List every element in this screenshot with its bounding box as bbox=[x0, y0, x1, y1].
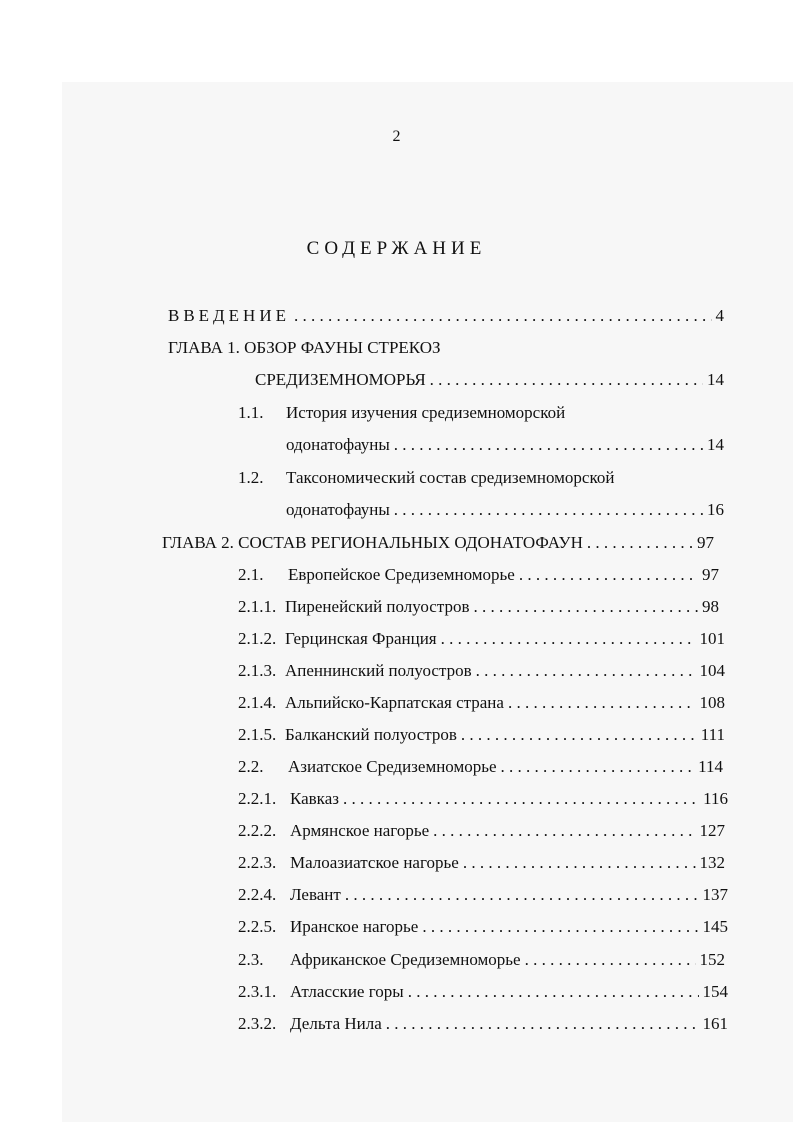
page-number: 2 bbox=[392, 128, 401, 145]
toc-section-1-1-cont bbox=[286, 433, 724, 457]
toc-entry-text: СРЕДИЗЕМНОМОРЬЯ bbox=[255, 370, 426, 389]
toc-entry-number: 2.1.1. bbox=[238, 597, 277, 616]
toc-entry-text: Африканское Средиземноморье bbox=[290, 950, 521, 969]
toc-section-1-2-cont bbox=[286, 498, 724, 522]
toc-entry-text: ГЛАВА 2. СОСТАВ РЕГИОНАЛЬНЫХ ОДОНАТОФАУН bbox=[162, 533, 583, 552]
toc-entry-text: Кавказ bbox=[290, 789, 339, 808]
toc-entry-text: Европейское Средиземноморье bbox=[288, 565, 515, 584]
toc-entry-page: 116 bbox=[703, 789, 728, 808]
toc-entry-intro bbox=[168, 304, 724, 328]
toc-entry-page: 104 bbox=[699, 661, 725, 680]
toc-chapter1-title-cont bbox=[255, 368, 724, 392]
toc-entry-number: 1.1. bbox=[238, 403, 264, 422]
toc-entry-text: История изучения средиземноморской bbox=[286, 403, 566, 422]
toc-entry bbox=[238, 691, 725, 715]
dot-leader bbox=[473, 595, 698, 619]
toc-entry-text: Азиатское Средиземноморье bbox=[288, 757, 497, 776]
toc-entry-text: одонатофауны bbox=[286, 500, 390, 519]
toc-entry-page: 97 bbox=[702, 565, 719, 584]
toc-entry-number: 2.2.5. bbox=[238, 917, 277, 936]
dot-leader bbox=[587, 531, 693, 555]
toc-entry-page: 108 bbox=[699, 693, 725, 712]
toc-entry-text: Левант bbox=[290, 885, 341, 904]
toc-section-1-2 bbox=[238, 466, 724, 490]
toc-entry-text: Апеннинский полуостров bbox=[285, 661, 472, 680]
toc-entry-page: 111 bbox=[700, 725, 725, 744]
toc-entry-page: 4 bbox=[715, 306, 724, 325]
toc-entry bbox=[238, 659, 725, 683]
dot-leader bbox=[430, 368, 703, 392]
toc-entry bbox=[238, 627, 725, 651]
toc-entry-text: Таксономический состав средиземноморской bbox=[286, 468, 615, 487]
toc-entry-text: ВВЕДЕНИЕ bbox=[168, 306, 290, 325]
toc-entry bbox=[238, 980, 728, 1004]
toc-entry-page: 114 bbox=[698, 757, 723, 776]
dot-leader bbox=[525, 948, 696, 972]
toc-title: СОДЕРЖАНИЕ bbox=[306, 238, 487, 259]
toc-chapter1-title bbox=[168, 336, 724, 360]
toc-entry-page: 137 bbox=[702, 885, 728, 904]
toc-entry-text: Иранское нагорье bbox=[290, 917, 419, 936]
toc-entry-number: 1.2. bbox=[238, 468, 264, 487]
dot-leader bbox=[508, 691, 696, 715]
toc-entry-page: 101 bbox=[699, 629, 725, 648]
toc-entry bbox=[238, 851, 725, 875]
dot-leader bbox=[441, 627, 696, 651]
toc-entry-text: Пиренейский полуостров bbox=[285, 597, 470, 616]
toc-entry-page: 127 bbox=[699, 821, 725, 840]
dot-leader bbox=[501, 755, 695, 779]
toc-entry-text: Герцинская Франция bbox=[285, 629, 437, 648]
dot-leader bbox=[343, 787, 699, 811]
toc-entry-number: 2.1.4. bbox=[238, 693, 277, 712]
toc-entry-text: Атласские горы bbox=[290, 982, 404, 1001]
toc-chapter2-title bbox=[162, 531, 714, 555]
toc-entry-page: 97 bbox=[697, 533, 714, 552]
toc-entry-page: 161 bbox=[702, 1014, 728, 1033]
dot-leader bbox=[394, 433, 703, 457]
toc-entry bbox=[238, 787, 728, 811]
dot-leader bbox=[345, 883, 699, 907]
toc-entry bbox=[238, 595, 719, 619]
toc-entry bbox=[238, 948, 725, 972]
toc-entry-text: одонатофауны bbox=[286, 435, 390, 454]
toc-entry-number: 2.2.1. bbox=[238, 789, 277, 808]
dot-leader bbox=[433, 819, 695, 843]
toc-entry-page: 152 bbox=[699, 950, 725, 969]
toc-entry-number: 2.3.2. bbox=[238, 1014, 277, 1033]
dot-leader bbox=[519, 563, 698, 587]
toc-entry-number: 2.1. bbox=[238, 565, 264, 584]
toc-entry bbox=[238, 819, 725, 843]
toc-entry-text: Дельта Нила bbox=[290, 1014, 382, 1033]
toc-entry-number: 2.2.3. bbox=[238, 853, 277, 872]
dot-leader bbox=[386, 1012, 699, 1036]
toc-entry-page: 132 bbox=[699, 853, 725, 872]
toc-entry-number: 2.3. bbox=[238, 950, 264, 969]
toc-entry bbox=[238, 723, 725, 747]
dot-leader bbox=[294, 304, 712, 328]
toc-entry-number: 2.1.3. bbox=[238, 661, 277, 680]
dot-leader bbox=[461, 723, 697, 747]
toc-entry-text: ГЛАВА 1. ОБЗОР ФАУНЫ СТРЕКОЗ bbox=[168, 338, 441, 357]
toc-entry-page: 98 bbox=[702, 597, 719, 616]
toc-entry-number: 2.3.1. bbox=[238, 982, 277, 1001]
toc-entry-page: 16 bbox=[707, 500, 724, 519]
toc-entry-text: Армянское нагорье bbox=[290, 821, 430, 840]
dot-leader bbox=[422, 915, 698, 939]
toc-entry-page: 14 bbox=[707, 435, 724, 454]
dot-leader bbox=[408, 980, 699, 1004]
dot-leader bbox=[476, 659, 696, 683]
toc-entry bbox=[238, 755, 723, 779]
toc-entry-number: 2.2. bbox=[238, 757, 264, 776]
toc-entry-text: Балканский полуостров bbox=[285, 725, 457, 744]
toc-entry bbox=[238, 883, 728, 907]
dot-leader bbox=[463, 851, 696, 875]
toc-entry-page: 145 bbox=[702, 917, 728, 936]
toc-entry bbox=[238, 915, 728, 939]
toc-entry-number: 2.2.4. bbox=[238, 885, 277, 904]
toc-entry bbox=[238, 1012, 728, 1036]
toc-entry-text: Альпийско-Карпатская страна bbox=[285, 693, 504, 712]
dot-leader bbox=[394, 498, 703, 522]
toc-entry-number: 2.2.2. bbox=[238, 821, 277, 840]
toc-entry-text: Малоазиатское нагорье bbox=[290, 853, 459, 872]
toc-entry-page: 14 bbox=[707, 370, 724, 389]
toc-entry-number: 2.1.2. bbox=[238, 629, 277, 648]
toc-entry-number: 2.1.5. bbox=[238, 725, 277, 744]
toc-entry-page: 154 bbox=[702, 982, 728, 1001]
toc-entry bbox=[238, 563, 719, 587]
toc-section-1-1 bbox=[238, 401, 724, 425]
